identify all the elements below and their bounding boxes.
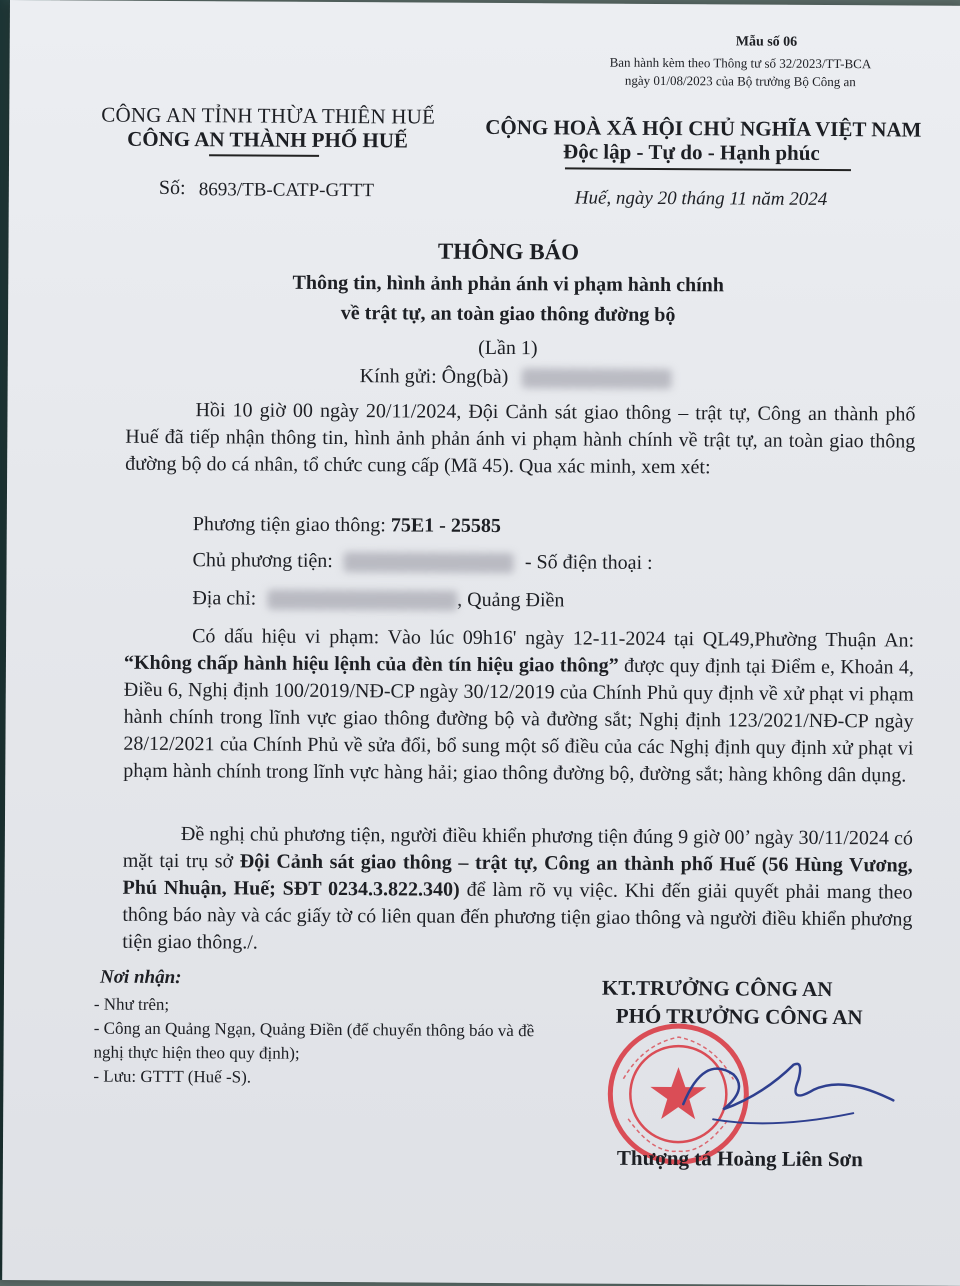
paragraph-violation <box>123 623 914 790</box>
parent-agency: CÔNG AN TỈNH THỪA THIÊN HUẾ <box>101 102 436 129</box>
redacted-name <box>521 369 671 390</box>
addressee-line <box>360 365 672 390</box>
signer-name: Thượng tá Hoàng Liên Sơn <box>616 1145 863 1172</box>
doc-subtitle-1: Thông tin, hình ảnh phản ánh vi phạm hành chính <box>292 271 725 297</box>
violation-text-b: được quy định tại Điểm e, Khoản 4, Điều 6, Nghị định 100/2019/NĐ-CP ngày 30/12/2019 của Chính Phủ quy định về xử phạt vi phạm hành chính trong lĩnh vực giao thông đường bộ và đường sắt; Nghị định 123/2021/NĐ-CP ngày 28/12/2021 của Chính Phủ về sửa đổi, bổ sung một số điều của các Nghị định quy định xử phạt vi phạm hành chính trong lĩnh vực hàng hải; giao thông đường bộ, đường sắt; hàng không dân dụng. <box>123 654 914 787</box>
paragraph-request <box>122 821 913 961</box>
form-issued-line1: Ban hành kèm theo Thông tư số 32/2023/TT-BCA <box>609 54 872 72</box>
date-line: Huế, ngày 20 tháng 11 năm 2024 <box>574 187 828 210</box>
recipient-item: - Như trên; <box>93 994 170 1014</box>
doc-number: 8693/TB-CATP-GTTT <box>198 179 375 202</box>
phone-label: - Số điện thoại : <box>524 551 653 574</box>
agency-underline <box>209 154 319 156</box>
vehicle-plate: 75E1 - 25585 <box>390 514 501 538</box>
vehicle-line <box>193 513 501 538</box>
signature-role-1: KT.TRƯỞNG CÔNG AN <box>601 975 833 1002</box>
country-name: CỘNG HOÀ XÃ HỘI CHỦ NGHĨA VIỆT NAM <box>485 114 922 142</box>
address-label: Địa chỉ: <box>192 587 257 610</box>
national-motto: Độc lập - Tự do - Hạnh phúc <box>563 139 820 165</box>
redacted-owner <box>344 552 514 573</box>
doc-title: THÔNG BÁO <box>437 238 580 265</box>
recipient-item: - Công an Quảng Ngạn, Quảng Điền (để chuyển thông báo và đề nghị thực hiện theo quy định); <box>93 1018 535 1063</box>
signature-role-2: PHÓ TRƯỞNG CÔNG AN <box>615 1003 863 1030</box>
address-tail: , Quảng Điền <box>457 588 565 612</box>
occurrence-note: (Lần 1) <box>478 336 538 360</box>
doc-number-label: Số: <box>158 176 186 200</box>
signature-icon <box>653 1034 914 1146</box>
request-text-a: Đề nghị chủ phương tiện, người điều khiển phương tiện đúng 9 giờ 00’ ngày 30/11/2024 có mặt tại trụ sở <box>122 823 913 873</box>
owner-label: Chủ phương tiện: <box>192 549 333 572</box>
recipients-title: Nơi nhận: <box>99 966 182 989</box>
form-issued-line2: ngày 01/08/2023 của Bộ trưởng Bộ Công an <box>624 72 856 90</box>
violation-text-a: Có dấu hiệu vi phạm: Vào lúc 09h16' ngày 12-11-2024 tại QL49,Phường Thuận An: <box>192 625 915 652</box>
redacted-address <box>267 590 457 611</box>
form-number: Mẫu số 06 <box>735 34 798 50</box>
recipient-item: - Lưu: GTTT (Huế -S). <box>93 1066 252 1087</box>
form-issued-note <box>609 54 871 92</box>
doc-subtitle-2: về trật tự, an toàn giao thông đường bộ <box>340 302 676 327</box>
recipients-list <box>93 993 544 1092</box>
vehicle-label: Phương tiện giao thông: <box>192 513 386 537</box>
paragraph-intro: Hồi 10 giờ 00 ngày 20/11/2024, Đội Cảnh sát giao thông – trật tự, Công an thành phố Huế đã tiếp nhận thông tin, hình ảnh phản ánh vi phạm hành chính về trật tự, an toàn giao thông đường bộ do cá nhân, tổ chức cung cấp (Mã 45). Qua xác minh, xem xét: <box>125 399 916 479</box>
motto-underline <box>565 167 851 170</box>
request-location: Đội Cảnh sát giao thông – trật tự, Công an thành phố Huế (56 Hùng Vương, Phú Nhuận, Huế; SĐT 0234.3.822.340) <box>122 850 913 901</box>
addressee-label: Kính gửi: Ông(bà) <box>359 365 509 389</box>
agency-name: CÔNG AN THÀNH PHỐ HUẾ <box>127 126 409 153</box>
owner-line <box>193 549 653 575</box>
document-page <box>2 0 960 1286</box>
request-text-b: để làm rõ vụ việc. Khi đến giải quyết phải mang theo thông báo này và các giấy tờ có liên quan đến phương tiện giao thông và người điều khiển phương tiện giao thông./. <box>122 878 913 954</box>
address-line <box>192 587 564 612</box>
violation-title: “Không chấp hành hiệu lệnh của đèn tín hiệu giao thông” <box>123 651 619 677</box>
